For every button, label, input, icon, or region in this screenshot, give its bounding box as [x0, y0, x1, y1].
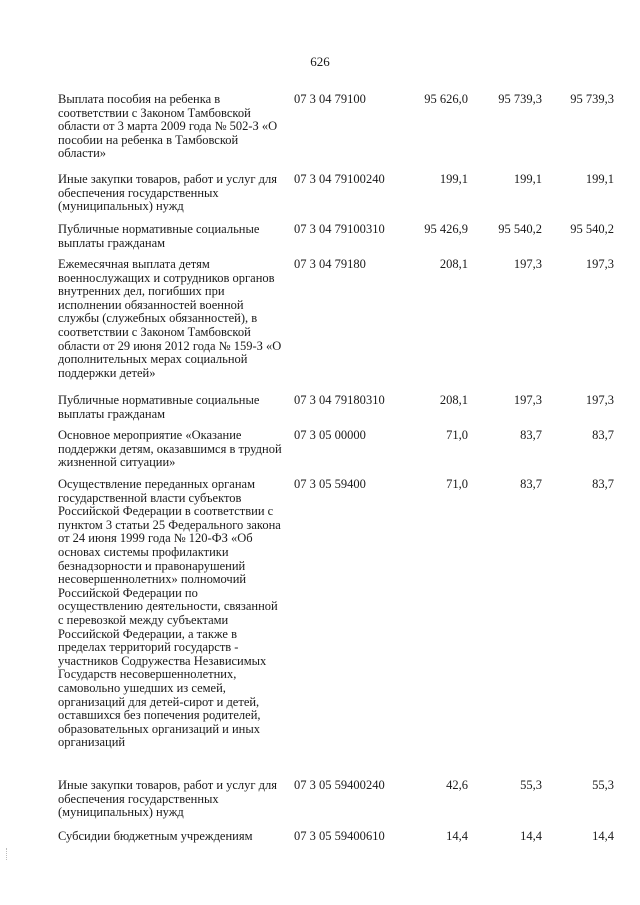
- scan-margin-mark: [6, 848, 8, 860]
- row-description: Основное мероприятие «Оказание поддержки детям, оказавшимся в трудной жизненной ситуации»: [58, 428, 282, 470]
- row-value-3: 83,7: [592, 428, 614, 442]
- row-value-1: 95 626,0: [424, 92, 468, 106]
- row-expense-type: 240: [366, 172, 385, 186]
- row-value-2: 83,7: [520, 428, 542, 442]
- row-code: 07 3 05 59400: [294, 477, 366, 491]
- row-value-2: 95 540,2: [498, 222, 542, 236]
- row-value-2: 199,1: [513, 172, 542, 186]
- row-value-1: 208,1: [439, 257, 468, 271]
- row-value-1: 14,4: [446, 829, 468, 843]
- row-value-1: 208,1: [439, 393, 468, 407]
- row-value-2: 95 739,3: [498, 92, 542, 106]
- row-value-2: 14,4: [520, 829, 542, 843]
- row-value-1: 42,6: [446, 778, 468, 792]
- row-code: 07 3 04 79180: [294, 257, 366, 271]
- row-description: Ежемесячная выплата детям военнослужащих и сотрудников органов внутренних дел, погибших при исполнении обязанностей военной службы (служебных обязанностей), в соответствии с Законом Тамбовской области от 29 июня 2012 года № 159-З «О дополнительных мерах социальной поддержки детей»: [58, 257, 282, 380]
- row-value-3: 14,4: [592, 829, 614, 843]
- row-expense-type: 240: [366, 778, 385, 792]
- row-value-2: 55,3: [520, 778, 542, 792]
- row-description: Иные закупки товаров, работ и услуг для обеспечения государственных (муниципальных) нужд: [58, 778, 278, 820]
- row-expense-type: 610: [366, 829, 385, 843]
- row-code: 07 3 04 79100: [294, 92, 366, 106]
- row-value-1: 71,0: [446, 428, 468, 442]
- row-code: 07 3 05 59400: [294, 778, 366, 792]
- row-description: Осуществление переданных органам государственной власти субъектов Российской Федерации в соответствии с пунктом 3 статьи 25 Федерального закона от 24 июня 1999 года № 120-ФЗ «Об основах системы профилактики безнадзорности и правонарушений несовершеннолетних» полномочий Российской Федерации по осуществлению деятельности, связанной с перевозкой между субъектами Российской Федерации, а также в пределах территорий государств - участников Содружества Независимых Государств несовершеннолетних, самовольно ушедших из семей, организаций для детей-сирот и детей, оставшихся без попечения родителей, образовательных организаций и иных организаций: [58, 477, 281, 750]
- row-description: Иные закупки товаров, работ и услуг для обеспечения государственных (муниципальных) нужд: [58, 172, 278, 214]
- row-value-1: 71,0: [446, 477, 468, 491]
- row-code: 07 3 04 79180: [294, 393, 366, 407]
- row-code: 07 3 05 59400: [294, 829, 366, 843]
- row-value-3: 197,3: [585, 257, 614, 271]
- row-description: Субсидии бюджетным учреждениям: [58, 829, 253, 843]
- row-value-1: 199,1: [439, 172, 468, 186]
- page-number: 626: [310, 54, 330, 69]
- row-expense-type: 310: [366, 393, 385, 407]
- row-code: 07 3 04 79100: [294, 222, 366, 236]
- row-description: Публичные нормативные социальные выплаты гражданам: [58, 222, 260, 250]
- row-value-3: 83,7: [592, 477, 614, 491]
- row-code: 07 3 05 00000: [294, 428, 366, 442]
- row-value-1: 95 426,9: [424, 222, 468, 236]
- row-value-3: 95 739,3: [570, 92, 614, 106]
- row-value-3: 55,3: [592, 778, 614, 792]
- row-code: 07 3 04 79100: [294, 172, 366, 186]
- row-value-3: 95 540,2: [570, 222, 614, 236]
- row-value-3: 199,1: [585, 172, 614, 186]
- row-description: Выплата пособия на ребенка в соответствии с Законом Тамбовской области от 3 марта 2009 года № 502-З «О пособии на ребенка в Тамбовской области»: [58, 92, 278, 161]
- row-value-2: 197,3: [513, 393, 542, 407]
- row-value-2: 83,7: [520, 477, 542, 491]
- row-description: Публичные нормативные социальные выплаты гражданам: [58, 393, 260, 421]
- row-value-3: 197,3: [585, 393, 614, 407]
- row-value-2: 197,3: [513, 257, 542, 271]
- row-expense-type: 310: [366, 222, 385, 236]
